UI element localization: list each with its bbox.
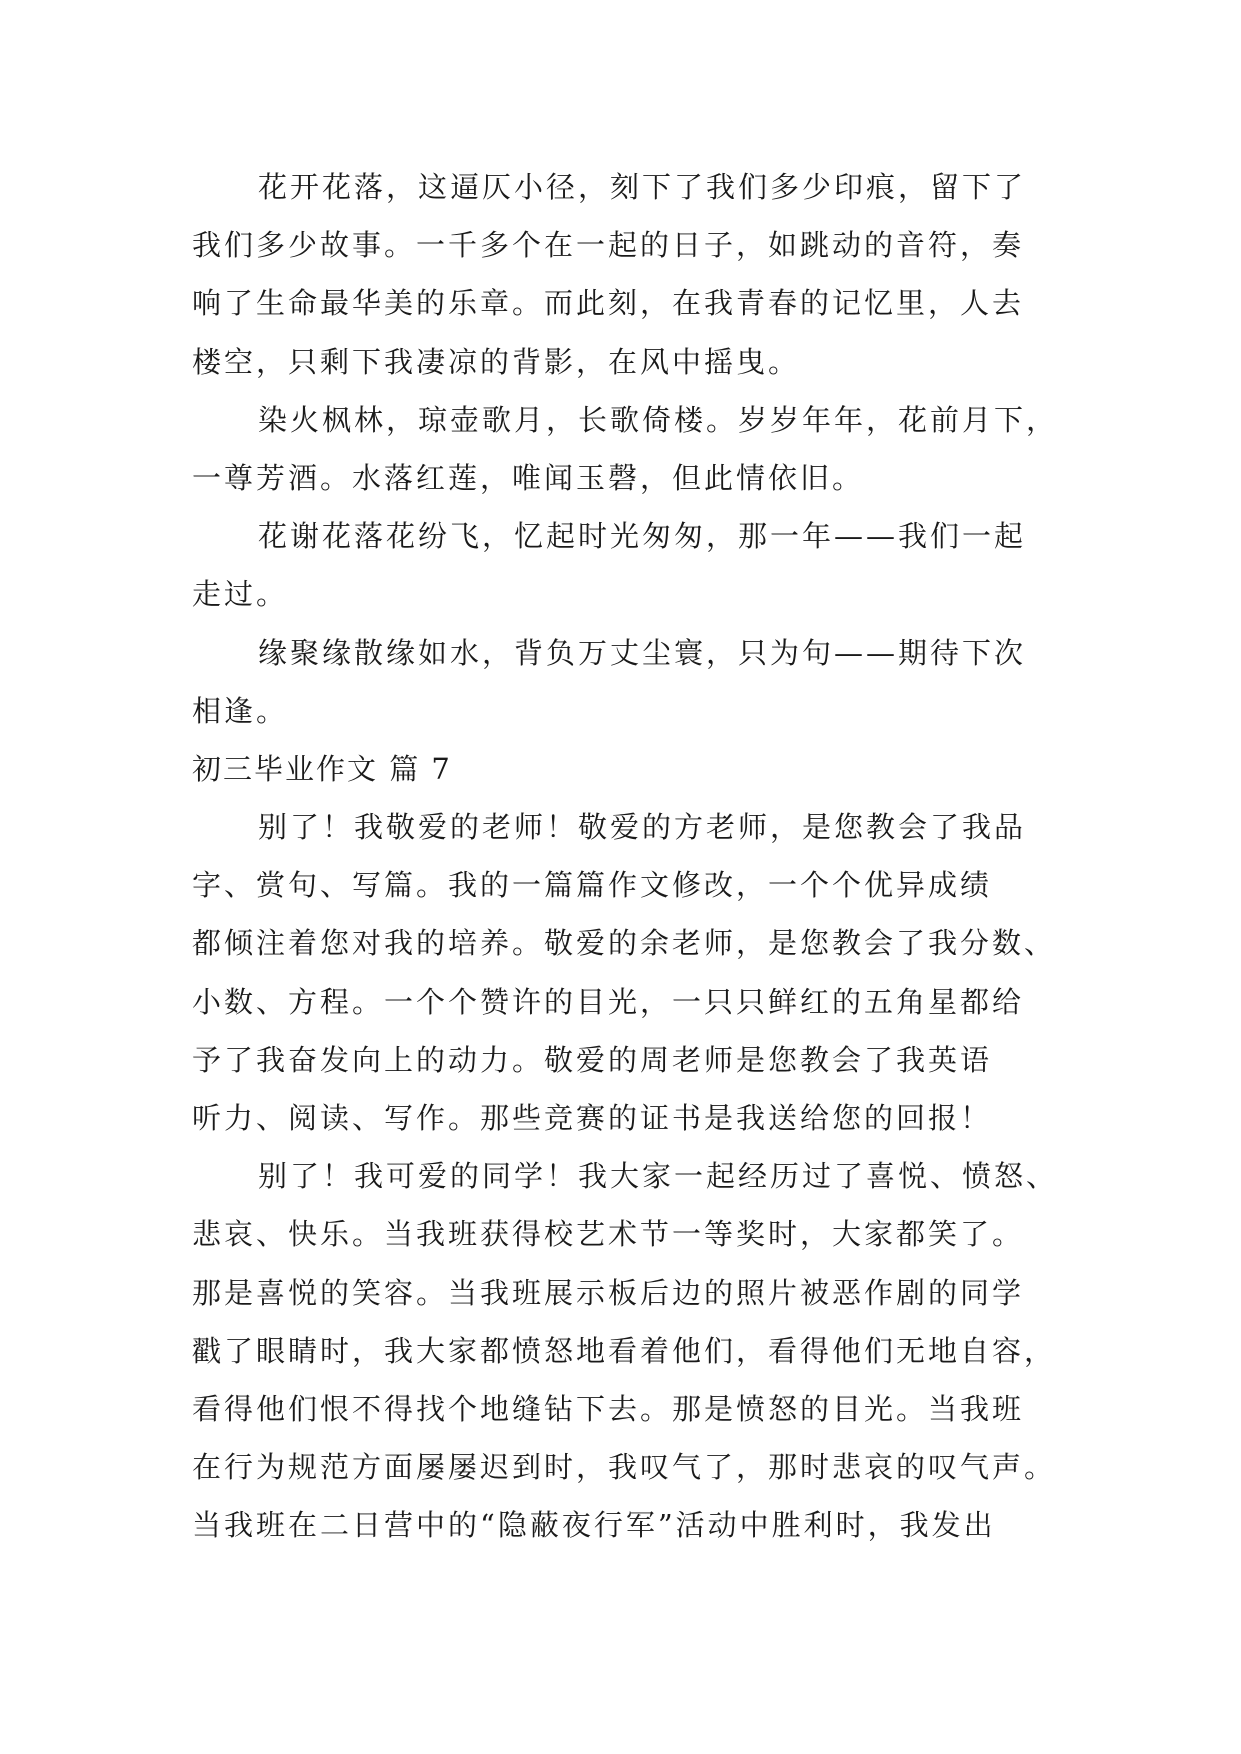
text-line: 在行为规范方面屡屡迟到时，我叹气了，那时悲哀的叹气声。: [192, 1450, 1057, 1485]
text-line: 听力、阅读、写作。那些竞赛的证书是我送给您的回报！: [192, 1101, 993, 1135]
text-line: 一尊芳酒。水落红莲，唯闻玉磬，但此情依旧。: [192, 460, 865, 495]
text-line: 别了！我可爱的同学！我大家一起经历过了喜悦、愤怒、: [258, 1159, 1059, 1194]
text-line: 看得他们恨不得找个地缝钻下去。那是愤怒的目光。当我班: [192, 1391, 1025, 1426]
text-line: 那是喜悦的笑容。当我班展示板后边的照片被恶作剧的同学: [192, 1275, 1025, 1310]
text-line: 我们多少故事。一千多个在一起的日子，如跳动的音符，奏: [192, 228, 1025, 263]
text-line: 小数、方程。一个个赞许的目光，一只只鲜红的五角星都给: [192, 984, 1025, 1019]
text-line: 染火枫林，琼壶歌月，长歌倚楼。岁岁年年，花前月下，: [258, 402, 1059, 437]
text-line: 走过。: [192, 577, 289, 612]
text-line: 悲哀、快乐。当我班获得校艺术节一等奖时，大家都笑了。: [192, 1217, 1025, 1252]
text-line: 楼空，只剩下我凄凉的背影，在风中摇曳。: [192, 344, 801, 379]
text-line: 都倾注着您对我的培养。敬爱的余老师，是您教会了我分数、: [192, 926, 1057, 961]
text-line: 花谢花落花纷飞，忆起时光匆匆，那一年——我们一起: [258, 519, 1027, 554]
text-line: 响了生命最华美的乐章。而此刻，在我青春的记忆里，人去: [192, 286, 1025, 321]
text-line: 戳了眼睛时，我大家都愤怒地看着他们，看得他们无地自容，: [192, 1333, 1057, 1368]
text-line: 缘聚缘散缘如水，背负万丈尘寰，只为句——期待下次: [258, 635, 1027, 670]
text-line: 别了！我敬爱的老师！敬爱的方老师，是您教会了我品: [258, 810, 1027, 845]
text-line: 字、赏句、写篇。我的一篇篇作文修改，一个个优异成绩: [192, 868, 993, 903]
text-line: 当我班在二日营中的“隐蔽夜行军”活动中胜利时，我发出: [192, 1508, 996, 1543]
text-line: 花开花落，这逼仄小径，刻下了我们多少印痕，留下了: [258, 170, 1027, 204]
document-body: [192, 158, 1072, 1555]
text-line: 相逢。: [192, 693, 289, 728]
section-heading: 初三毕业作文 篇 7: [192, 751, 452, 786]
text-line: 予了我奋发向上的动力。敬爱的周老师是您教会了我英语: [192, 1042, 993, 1077]
